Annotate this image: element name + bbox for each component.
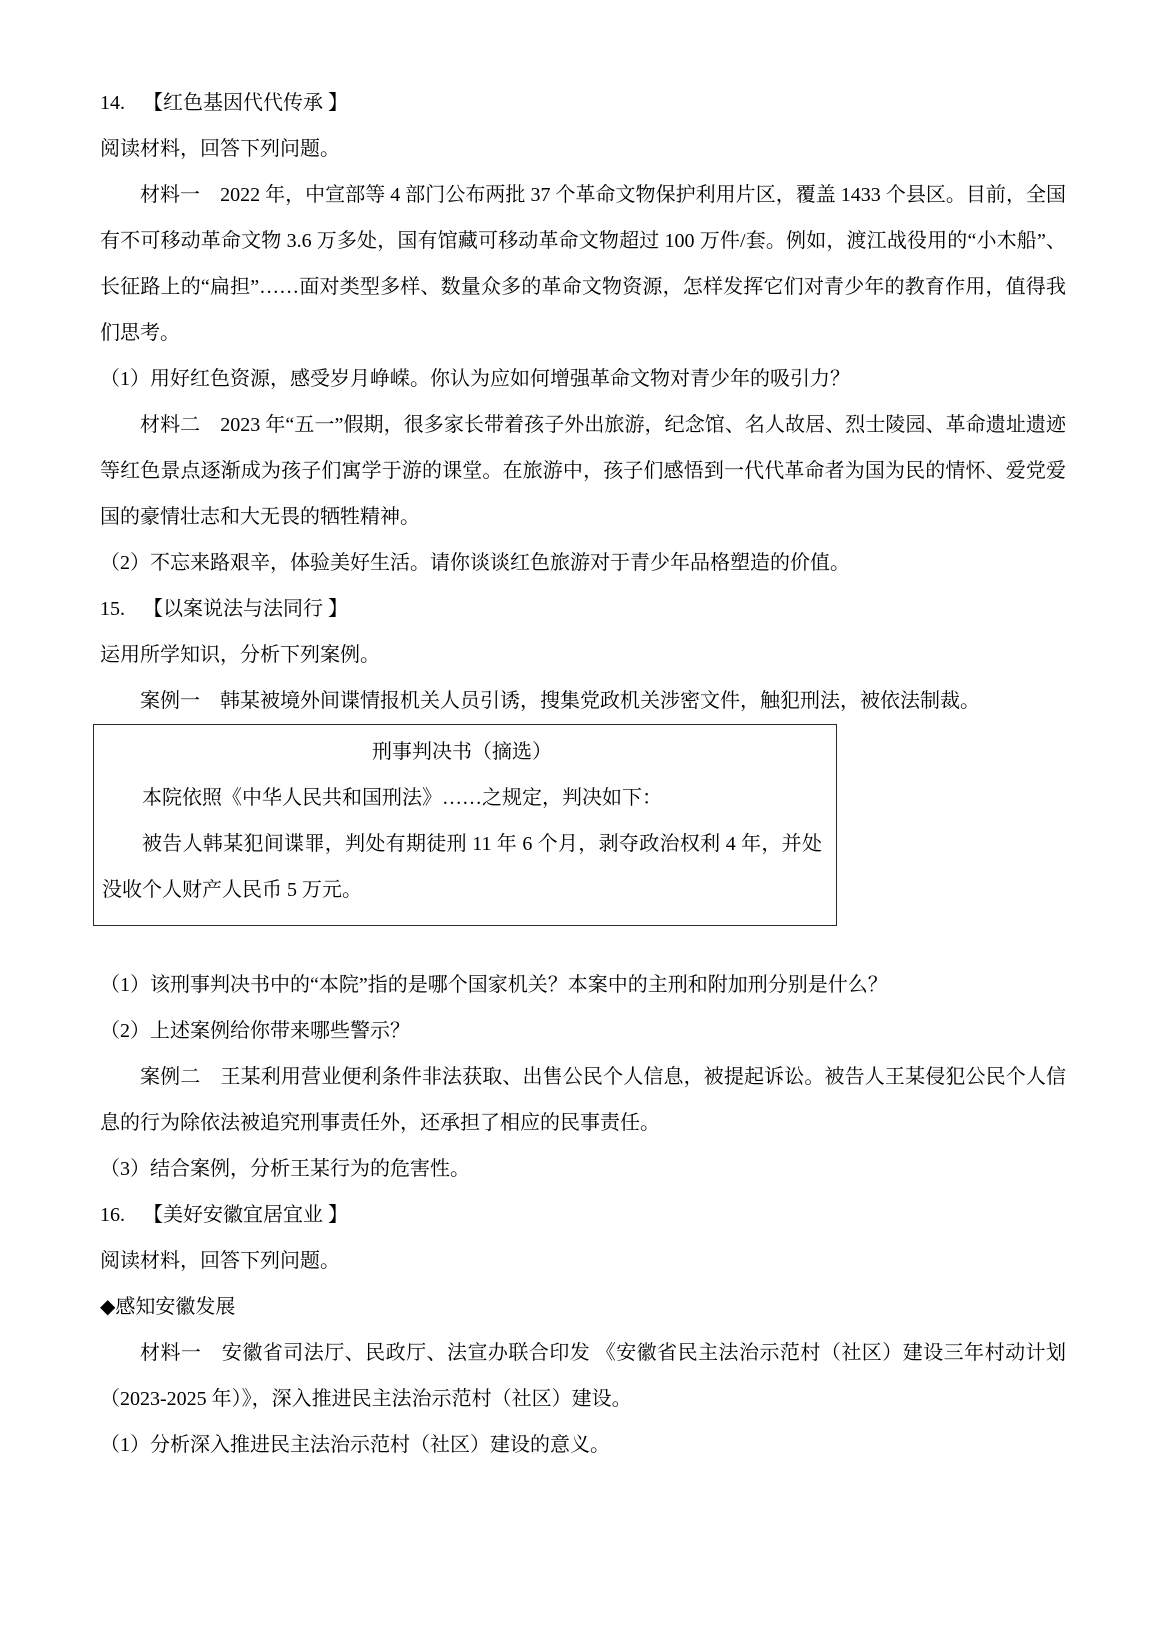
q15-case2: 案例二 王某利用营业便利条件非法获取、出售公民个人信息，被提起诉讼。被告人王某侵犯公民个人信息的行为除依法被追究刑事责任外，还承担了相应的民事责任。 [100, 1066, 1066, 1134]
q15-question3: （3）结合案例，分析王某行为的危害性。 [100, 1158, 470, 1180]
q16-heading [100, 1192, 1066, 1238]
q15-heading [100, 586, 1066, 632]
q15-question2: （2）上述案例给你带来哪些警示？ [100, 1020, 410, 1042]
verdict-line2: 被告人韩某犯间谍罪，判处有期徒刑 11 年 6 个月，剥夺政治权利 4 年，并处没收个人财产人民币 5 万元。 [102, 833, 822, 901]
q16-material1: 材料一 安徽省司法厅、民政厅、法宣办联合印发 《安徽省民主法治示范村（社区）建设三年村动计划（2023-2025 年）》，深入推进民主法治示范村（社区）建设。 [100, 1342, 1066, 1410]
q15-case1: 案例一 韩某被境外间谍情报机关人员引诱，搜集党政机关涉密文件，触犯刑法，被依法制裁。 [140, 690, 980, 712]
q14-intro: 阅读材料，回答下列问题。 [100, 138, 340, 160]
q15-question1: （1）该刑事判决书中的“本院”指的是哪个国家机关？本案中的主刑和附加刑分别是什么？ [100, 974, 888, 996]
q15-title: 【以案说法与法同行 】 [143, 598, 348, 620]
q14-question1: （1）用好红色资源，感受岁月峥嵘。你认为应如何增强革命文物对青少年的吸引力？ [100, 368, 850, 390]
verdict-line1: 本院依照《中华人民共和国刑法》……之规定，判决如下： [142, 787, 662, 809]
q14-material2: 材料二 2023 年“五一”假期，很多家长带着孩子外出旅游，纪念馆、名人故居、烈士陵园、革命遗址遗迹等红色景点逐渐成为孩子们寓学于游的课堂。在旅游中，孩子们感悟到一代代革命者为国为民的情怀、爱党爱国的豪情壮志和大无畏的牺牲精神。 [100, 414, 1066, 528]
q14-heading [100, 80, 1066, 126]
q16-section-bullet: ◆感知安徽发展 [100, 1296, 236, 1318]
q16-intro: 阅读材料，回答下列问题。 [100, 1250, 340, 1272]
q14-title: 【红色基因代代传承 】 [143, 92, 348, 114]
q15-number: 15. [100, 598, 125, 620]
q15-intro: 运用所学知识，分析下列案例。 [100, 644, 380, 666]
verdict-title: 刑事判决书（摘选） [372, 741, 552, 763]
q14-material1: 材料一 2022 年，中宣部等 4 部门公布两批 37 个革命文物保护利用片区，覆盖 1433 个县区。目前，全国有不可移动革命文物 3.6 万多处，国有馆藏可移动革命文物超过 100 万件/套。例如，渡江战役用的“小木船”、长征路上的“扁担”……面对类型多样、数量众多的革命文物资源，怎样发挥它们对青少年的教育作用，值得我们思考。 [100, 184, 1066, 344]
q16-title: 【美好安徽宜居宜业 】 [143, 1204, 348, 1226]
q14-number: 14. [100, 92, 125, 114]
q14-question2: （2）不忘来路艰辛，体验美好生活。请你谈谈红色旅游对于青少年品格塑造的价值。 [100, 552, 850, 574]
q16-number: 16. [100, 1204, 125, 1226]
verdict-box [93, 724, 837, 926]
q16-question1: （1）分析深入推进民主法治示范村（社区）建设的意义。 [100, 1434, 610, 1456]
